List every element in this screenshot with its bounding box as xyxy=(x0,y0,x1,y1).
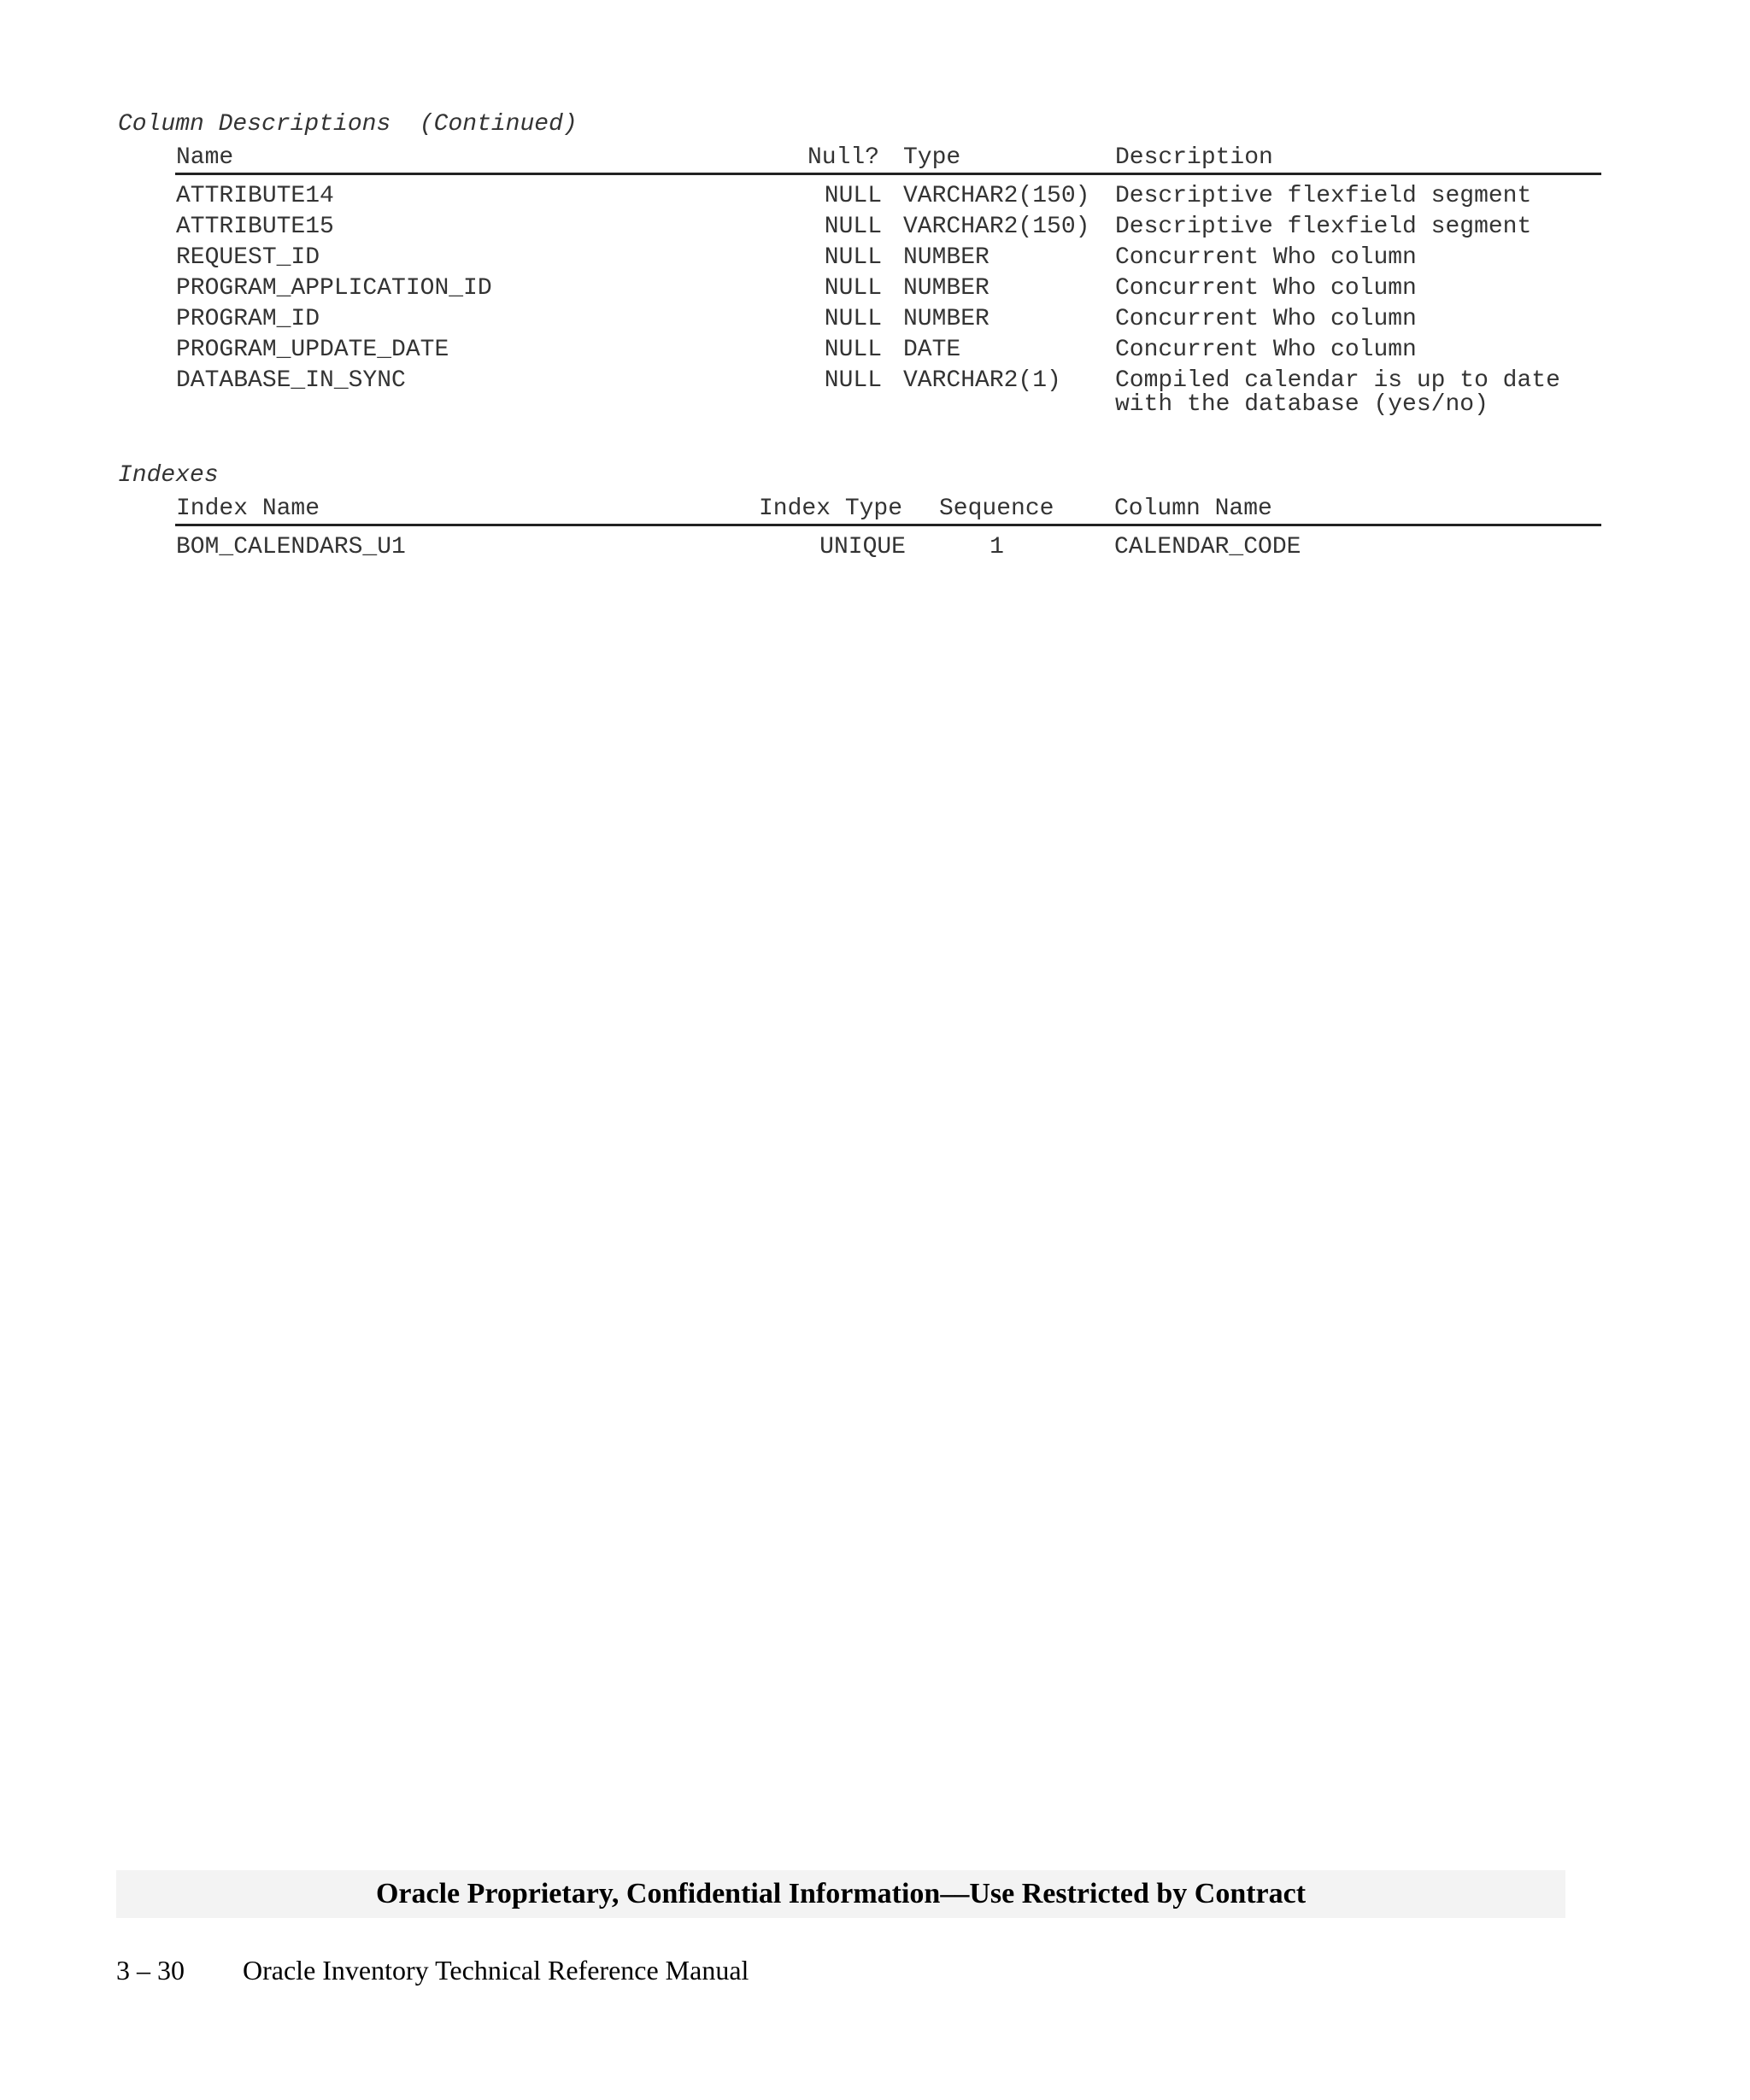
table-row-name: PROGRAM_ID xyxy=(176,306,320,332)
column-descriptions-title: Column Descriptions (Continued) xyxy=(118,111,578,138)
table-row-type: NUMBER xyxy=(903,306,990,332)
table-row-description: with the database (yes/no) xyxy=(1115,391,1489,418)
table-row-null: NULL xyxy=(824,244,882,271)
header-index-type: Index Type xyxy=(759,496,903,522)
index-header-rule xyxy=(175,524,1601,526)
index-row-name: BOM_CALENDARS_U1 xyxy=(176,534,406,560)
header-type: Type xyxy=(903,144,961,171)
header-null: Null? xyxy=(807,144,880,171)
column-header-rule xyxy=(175,173,1601,175)
header-column-name: Column Name xyxy=(1114,496,1272,522)
table-row-name: PROGRAM_UPDATE_DATE xyxy=(176,337,449,363)
table-row-null: NULL xyxy=(824,275,882,302)
table-row-type: VARCHAR2(1) xyxy=(903,367,1061,394)
table-row-null: NULL xyxy=(824,337,882,363)
table-row-name: REQUEST_ID xyxy=(176,244,320,271)
header-name: Name xyxy=(176,144,234,171)
footer-manual-title: Oracle Inventory Technical Reference Manual xyxy=(243,1955,749,1986)
table-row-type: VARCHAR2(150) xyxy=(903,214,1090,240)
table-row-null: NULL xyxy=(824,214,882,240)
table-row-type: VARCHAR2(150) xyxy=(903,183,1090,209)
header-index-name: Index Name xyxy=(176,496,320,522)
header-description: Description xyxy=(1115,144,1273,171)
table-row-description: Descriptive flexfield segment xyxy=(1115,183,1532,209)
table-row-description: Concurrent Who column xyxy=(1115,275,1417,302)
index-row-type: UNIQUE xyxy=(819,534,906,560)
table-row-name: DATABASE_IN_SYNC xyxy=(176,367,406,394)
footer-page-number: 3 – 30 xyxy=(116,1955,185,1986)
confidential-banner-text: Oracle Proprietary, Confidential Information––Use Restricted by Contract xyxy=(375,1878,1307,1909)
table-row-description: Concurrent Who column xyxy=(1115,337,1417,363)
indexes-title: Indexes xyxy=(118,462,219,489)
table-row-name: ATTRIBUTE15 xyxy=(176,214,334,240)
table-row-description: Concurrent Who column xyxy=(1115,244,1417,271)
table-row-name: ATTRIBUTE14 xyxy=(176,183,334,209)
table-row-type: DATE xyxy=(903,337,961,363)
table-row-description: Concurrent Who column xyxy=(1115,306,1417,332)
header-sequence: Sequence xyxy=(939,496,1054,522)
table-row-type: NUMBER xyxy=(903,244,990,271)
table-row-null: NULL xyxy=(824,183,882,209)
table-row-type: NUMBER xyxy=(903,275,990,302)
table-row-name: PROGRAM_APPLICATION_ID xyxy=(176,275,492,302)
confidential-banner xyxy=(116,1870,1565,1918)
table-row-description: Compiled calendar is up to date xyxy=(1115,367,1560,394)
index-row-sequence: 1 xyxy=(990,534,1004,560)
index-row-column-name: CALENDAR_CODE xyxy=(1114,534,1301,560)
table-row-null: NULL xyxy=(824,367,882,394)
table-row-null: NULL xyxy=(824,306,882,332)
table-row-description: Descriptive flexfield segment xyxy=(1115,214,1532,240)
